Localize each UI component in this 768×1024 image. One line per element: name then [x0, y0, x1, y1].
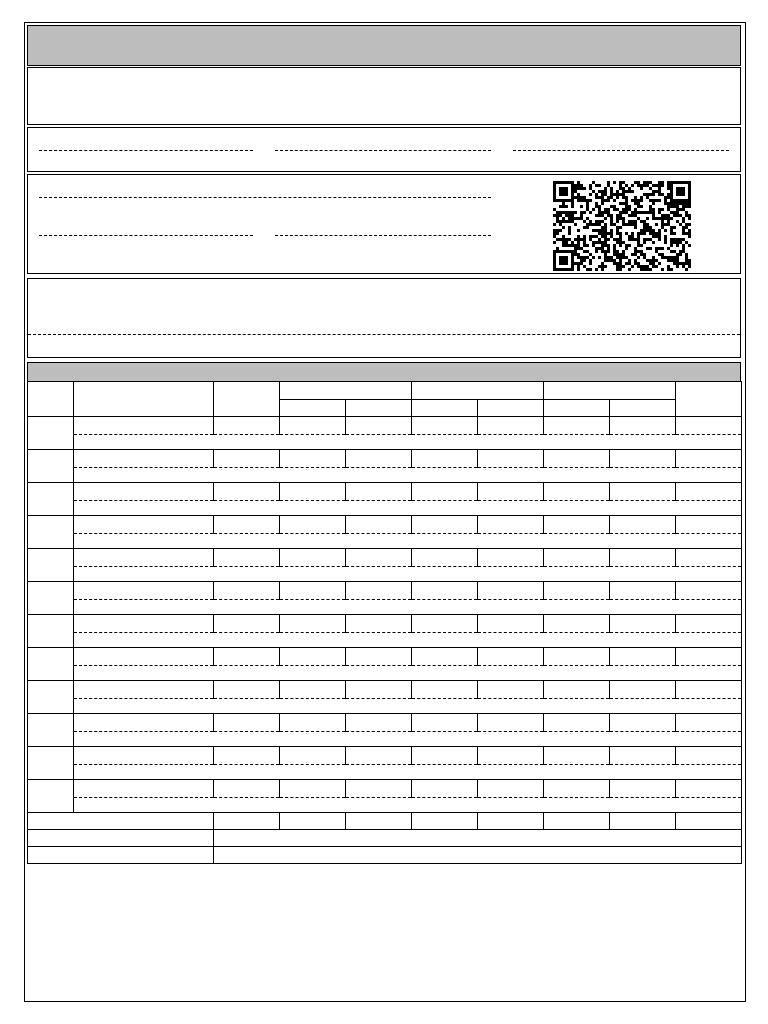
field-line-2b[interactable] — [39, 235, 253, 236]
row-value-cell[interactable] — [544, 648, 610, 666]
table-row-note — [28, 798, 742, 813]
header-sub-4 — [478, 400, 544, 417]
row-value-cell[interactable] — [412, 417, 478, 435]
row-value-cell[interactable] — [412, 549, 478, 567]
row-value-cell[interactable] — [610, 648, 676, 666]
row-value-cell[interactable] — [214, 483, 280, 501]
row-value-cell[interactable] — [478, 681, 544, 699]
row-value-cell[interactable] — [280, 417, 346, 435]
row-note-cell[interactable] — [74, 765, 742, 780]
totals-value-cell[interactable] — [544, 813, 610, 830]
field-line-1c[interactable] — [513, 150, 729, 151]
row-value-cell[interactable] — [412, 780, 478, 798]
row-value-cell[interactable] — [610, 780, 676, 798]
row-value-cell[interactable] — [610, 483, 676, 501]
row-value-cell[interactable] — [346, 681, 412, 699]
header-group-2 — [412, 382, 544, 400]
row-value-cell[interactable] — [544, 747, 610, 765]
row-value-cell[interactable] — [544, 615, 610, 633]
row-number-cell[interactable] — [28, 780, 74, 813]
row-value-cell[interactable] — [412, 714, 478, 732]
row-note-cell[interactable] — [74, 633, 742, 648]
table-row-note — [28, 732, 742, 747]
totals-value-cell[interactable] — [412, 813, 478, 830]
row-value-cell[interactable] — [544, 450, 610, 468]
header-sub-1 — [280, 400, 346, 417]
row-value-cell[interactable] — [412, 516, 478, 534]
header-col-last — [676, 382, 742, 417]
table-row-note — [28, 435, 742, 450]
table-row — [28, 747, 742, 765]
row-note-cell[interactable] — [74, 534, 742, 549]
row-name-cell[interactable] — [74, 516, 214, 534]
row-value-cell[interactable] — [214, 747, 280, 765]
row-value-cell[interactable] — [346, 780, 412, 798]
row-value-cell[interactable] — [478, 648, 544, 666]
row-value-cell[interactable] — [610, 615, 676, 633]
row-value-cell[interactable] — [544, 780, 610, 798]
row-value-cell[interactable] — [676, 681, 742, 699]
row-value-cell[interactable] — [676, 747, 742, 765]
footer-row — [28, 847, 742, 864]
table-row-note — [28, 534, 742, 549]
row-note-cell[interactable] — [74, 501, 742, 516]
footer-row — [28, 830, 742, 847]
row-name-cell[interactable] — [74, 714, 214, 732]
row-value-cell[interactable] — [676, 648, 742, 666]
row-value-cell[interactable] — [544, 582, 610, 600]
row-value-cell[interactable] — [346, 615, 412, 633]
row-value-cell[interactable] — [412, 450, 478, 468]
row-value-cell[interactable] — [280, 516, 346, 534]
row-value-cell[interactable] — [280, 615, 346, 633]
row-number-cell[interactable] — [28, 681, 74, 714]
row-value-cell[interactable] — [544, 681, 610, 699]
row-value-cell[interactable] — [478, 516, 544, 534]
row-note-cell[interactable] — [74, 435, 742, 450]
header-group-1 — [280, 382, 412, 400]
footer-value[interactable] — [214, 847, 742, 864]
row-value-cell[interactable] — [676, 516, 742, 534]
header-col-a — [214, 382, 280, 417]
row-value-cell[interactable] — [478, 747, 544, 765]
row-number-cell[interactable] — [28, 450, 74, 483]
table-row-note — [28, 633, 742, 648]
row-value-cell[interactable] — [478, 549, 544, 567]
row-note-cell[interactable] — [74, 798, 742, 813]
table-row — [28, 483, 742, 501]
row-name-cell[interactable] — [74, 681, 214, 699]
table-row — [28, 615, 742, 633]
row-value-cell[interactable] — [346, 648, 412, 666]
totals-value-cell[interactable] — [346, 813, 412, 830]
row-value-cell[interactable] — [610, 714, 676, 732]
row-value-cell[interactable] — [346, 582, 412, 600]
row-note-cell[interactable] — [74, 699, 742, 714]
field-line-2c[interactable] — [275, 235, 491, 236]
row-value-cell[interactable] — [214, 780, 280, 798]
row-value-cell[interactable] — [478, 714, 544, 732]
table-header-row-1 — [28, 382, 742, 400]
table-row-note — [28, 501, 742, 516]
row-value-cell[interactable] — [676, 615, 742, 633]
row-number-cell[interactable] — [28, 417, 74, 450]
row-name-cell[interactable] — [74, 747, 214, 765]
row-value-cell[interactable] — [346, 516, 412, 534]
row-value-cell[interactable] — [676, 549, 742, 567]
table-row-note — [28, 567, 742, 582]
row-number-cell[interactable] — [28, 615, 74, 648]
row-value-cell[interactable] — [544, 714, 610, 732]
row-value-cell[interactable] — [214, 450, 280, 468]
row-value-cell[interactable] — [478, 450, 544, 468]
table-row — [28, 516, 742, 534]
row-note-cell[interactable] — [74, 666, 742, 681]
form-title-bar — [27, 25, 741, 66]
footer-label — [28, 830, 214, 847]
row-value-cell[interactable] — [676, 714, 742, 732]
row-value-cell[interactable] — [610, 747, 676, 765]
field-line-1a[interactable] — [39, 150, 253, 151]
row-number-cell[interactable] — [28, 549, 74, 582]
row-name-cell[interactable] — [74, 417, 214, 435]
row-value-cell[interactable] — [412, 582, 478, 600]
footer-label — [28, 847, 214, 864]
table-row — [28, 681, 742, 699]
row-value-cell[interactable] — [544, 549, 610, 567]
header-sub-5 — [544, 400, 610, 417]
row-value-cell[interactable] — [280, 681, 346, 699]
totals-label — [28, 813, 214, 830]
row-note-cell[interactable] — [74, 567, 742, 582]
row-name-cell[interactable] — [74, 615, 214, 633]
row-value-cell[interactable] — [412, 483, 478, 501]
data-table — [27, 381, 742, 864]
row-value-cell[interactable] — [346, 417, 412, 435]
row-number-cell[interactable] — [28, 483, 74, 516]
table-row — [28, 417, 742, 435]
table-row — [28, 450, 742, 468]
header-sub-3 — [412, 400, 478, 417]
row-value-cell[interactable] — [280, 747, 346, 765]
row-value-cell[interactable] — [610, 516, 676, 534]
row-value-cell[interactable] — [478, 582, 544, 600]
row-value-cell[interactable] — [214, 516, 280, 534]
table-row-note — [28, 765, 742, 780]
row-value-cell[interactable] — [280, 648, 346, 666]
row-value-cell[interactable] — [544, 516, 610, 534]
row-value-cell[interactable] — [346, 483, 412, 501]
row-value-cell[interactable] — [280, 582, 346, 600]
table-row-note — [28, 666, 742, 681]
row-value-cell[interactable] — [280, 549, 346, 567]
row-value-cell[interactable] — [610, 681, 676, 699]
row-value-cell[interactable] — [412, 747, 478, 765]
row-value-cell[interactable] — [676, 582, 742, 600]
row-value-cell[interactable] — [478, 417, 544, 435]
field-line-1b[interactable] — [275, 150, 491, 151]
table-row-note — [28, 699, 742, 714]
totals-value-cell[interactable] — [214, 813, 280, 830]
table-row — [28, 780, 742, 798]
totals-value-cell[interactable] — [478, 813, 544, 830]
row-note-cell[interactable] — [74, 468, 742, 483]
row-value-cell[interactable] — [676, 417, 742, 435]
row-value-cell[interactable] — [676, 780, 742, 798]
table-row-note — [28, 468, 742, 483]
header-col-name — [74, 382, 214, 417]
row-value-cell[interactable] — [544, 483, 610, 501]
totals-value-cell[interactable] — [610, 813, 676, 830]
header-sub-6 — [610, 400, 676, 417]
row-value-cell[interactable] — [214, 582, 280, 600]
footer-value[interactable] — [214, 830, 742, 847]
row-name-cell[interactable] — [74, 780, 214, 798]
row-value-cell[interactable] — [346, 450, 412, 468]
row-value-cell[interactable] — [346, 714, 412, 732]
table-row — [28, 582, 742, 600]
row-value-cell[interactable] — [280, 450, 346, 468]
row-value-cell[interactable] — [610, 417, 676, 435]
row-value-cell[interactable] — [676, 450, 742, 468]
row-value-cell[interactable] — [610, 450, 676, 468]
row-number-cell[interactable] — [28, 648, 74, 681]
table-row-note — [28, 600, 742, 615]
table-row — [28, 549, 742, 567]
row-name-cell[interactable] — [74, 450, 214, 468]
table-title-bar — [27, 362, 741, 382]
row-value-cell[interactable] — [544, 417, 610, 435]
row-value-cell[interactable] — [214, 648, 280, 666]
row-value-cell[interactable] — [214, 417, 280, 435]
row-name-cell[interactable] — [74, 582, 214, 600]
row-value-cell[interactable] — [280, 714, 346, 732]
row-value-cell[interactable] — [610, 549, 676, 567]
row-value-cell[interactable] — [214, 681, 280, 699]
totals-value-cell[interactable] — [676, 813, 742, 830]
row-value-cell[interactable] — [280, 780, 346, 798]
row-value-cell[interactable] — [478, 483, 544, 501]
row-value-cell[interactable] — [346, 747, 412, 765]
row-name-cell[interactable] — [74, 648, 214, 666]
row-number-cell[interactable] — [28, 516, 74, 549]
row-value-cell[interactable] — [478, 615, 544, 633]
row-value-cell[interactable] — [412, 648, 478, 666]
description-box — [27, 67, 741, 125]
row-number-cell[interactable] — [28, 714, 74, 747]
row-note-cell[interactable] — [74, 732, 742, 747]
row-number-cell[interactable] — [28, 747, 74, 780]
header-sub-2 — [346, 400, 412, 417]
row-value-cell[interactable] — [478, 780, 544, 798]
row-value-cell[interactable] — [214, 615, 280, 633]
remarks-box — [27, 278, 741, 358]
row-value-cell[interactable] — [412, 681, 478, 699]
row-value-cell[interactable] — [280, 483, 346, 501]
row-number-cell[interactable] — [28, 582, 74, 615]
table-row — [28, 714, 742, 732]
totals-value-cell[interactable] — [280, 813, 346, 830]
row-note-cell[interactable] — [74, 600, 742, 615]
totals-row — [28, 813, 742, 830]
row-value-cell[interactable] — [214, 549, 280, 567]
row-value-cell[interactable] — [676, 483, 742, 501]
header-col-no — [28, 382, 74, 417]
remarks-divider — [28, 334, 740, 335]
qr-code-icon — [553, 181, 691, 271]
header-group-3 — [544, 382, 676, 400]
field-line-2a[interactable] — [39, 197, 491, 198]
row-value-cell[interactable] — [346, 549, 412, 567]
row-value-cell[interactable] — [214, 714, 280, 732]
row-name-cell[interactable] — [74, 483, 214, 501]
row-value-cell[interactable] — [610, 582, 676, 600]
row-name-cell[interactable] — [74, 549, 214, 567]
row-value-cell[interactable] — [412, 615, 478, 633]
table-row — [28, 648, 742, 666]
